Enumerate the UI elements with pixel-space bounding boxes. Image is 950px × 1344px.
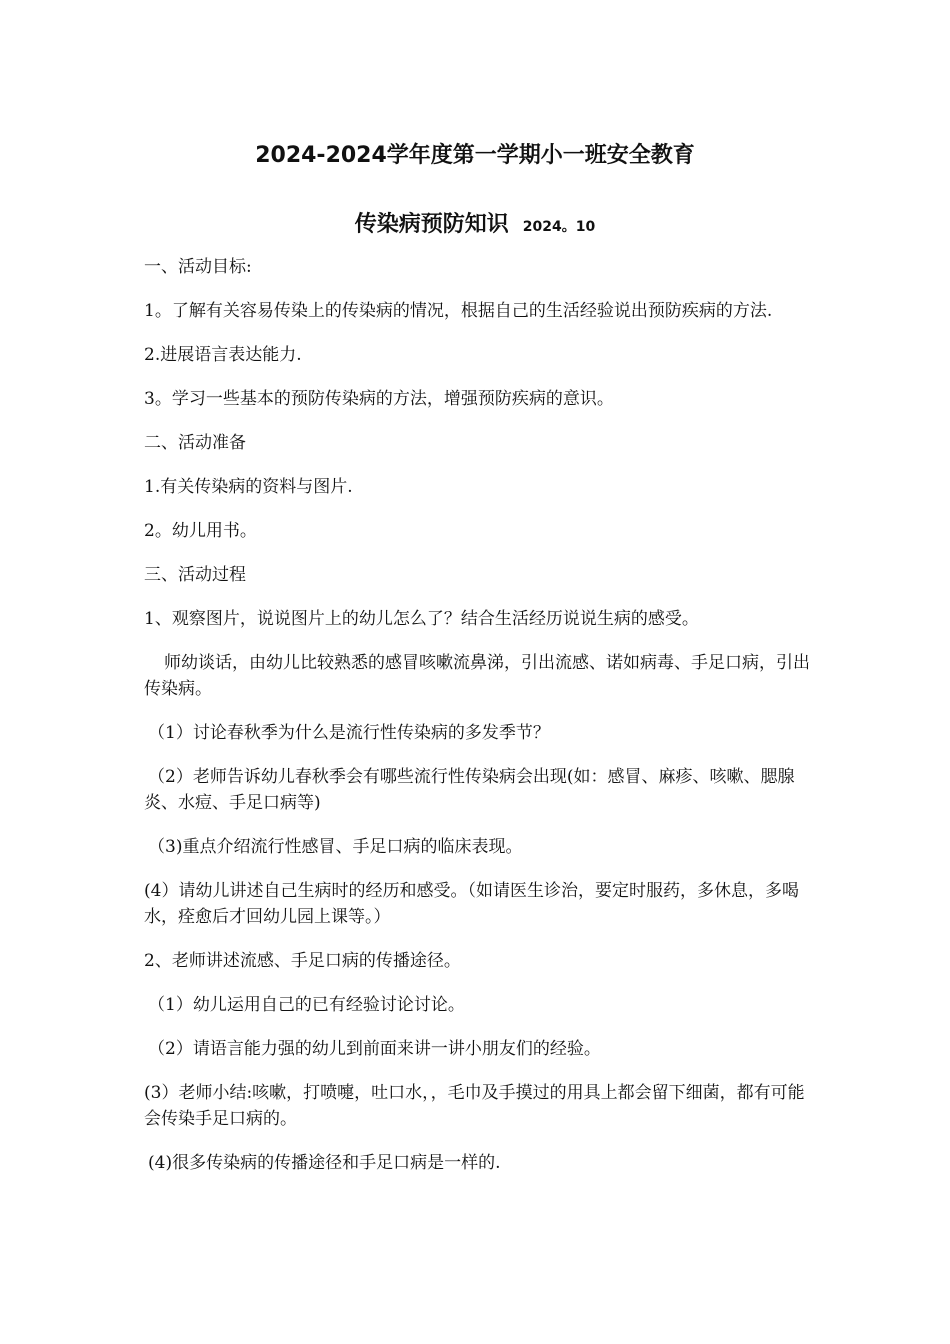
process-step-1-sub-2: （2）老师告诉幼儿春秋季会有哪些流行性传染病会出现(如：感冒、麻疹、咳嗽、腮腺炎、水痘、手足口病等) (144, 767, 795, 813)
process-step-1-sub-4: (4）请幼儿讲述自己生病时的经历和感受。（如请医生诊治，要定时服药，多休息，多喝水，痊愈后才回幼儿园上课等。） (144, 881, 799, 927)
process-step-1: 1、观察图片，说说图片上的幼儿怎么了？结合生活经历说说生病的感受。 (144, 609, 699, 629)
section-heading-goals: 一、活动目标: (144, 257, 252, 277)
preparation-item-2: 2。幼儿用书。 (144, 521, 257, 541)
document-body (144, 254, 816, 1194)
document-date: 2024。10 (522, 219, 596, 235)
document-subtitle (0, 207, 950, 238)
process-step-2-sub-2: （2）请语言能力强的幼儿到前面来讲一讲小朋友们的经验。 (148, 1039, 601, 1059)
goal-item-3: 3。学习一些基本的预防传染病的方法，增强预防疾病的意识。 (144, 389, 614, 409)
section-heading-process: 三、活动过程 (144, 565, 246, 585)
process-step-2-sub-3: (3）老师小结:咳嗽，打喷嚏，吐口水，，毛巾及手摸过的用具上都会留下细菌，都有可能会传染手足口病的。 (144, 1083, 805, 1129)
preparation-item-1: 1.有关传染病的资料与图片. (144, 477, 353, 497)
process-step-2-sub-1: （1）幼儿运用自己的已有经验讨论讨论。 (148, 995, 465, 1015)
process-step-2: 2、老师讲述流感、手足口病的传播途径。 (144, 951, 461, 971)
process-step-1-text: 师幼谈话，由幼儿比较熟悉的感冒咳嗽流鼻涕，引出流感、诺如病毒、手足口病，引出传染病。 (144, 653, 810, 699)
document-title: 2024-2024学年度第一学期小一班安全教育 (255, 143, 695, 168)
process-step-2-sub-4: (4)很多传染病的传播途径和手足口病是一样的. (148, 1153, 501, 1173)
subtitle-text: 传染病预防知识 (354, 212, 509, 237)
process-step-1-sub-1: （1）讨论春秋季为什么是流行性传染病的多发季节？ (148, 723, 550, 743)
process-step-1-sub-3: （3)重点介绍流行性感冒、手足口病的临床表现。 (148, 837, 523, 857)
goal-item-1: 1。了解有关容易传染上的传染病的情况，根据自己的生活经验说出预防疾病的方法. (144, 301, 773, 321)
section-heading-preparation: 二、活动准备 (144, 433, 246, 453)
goal-item-2: 2.进展语言表达能力. (144, 345, 302, 365)
